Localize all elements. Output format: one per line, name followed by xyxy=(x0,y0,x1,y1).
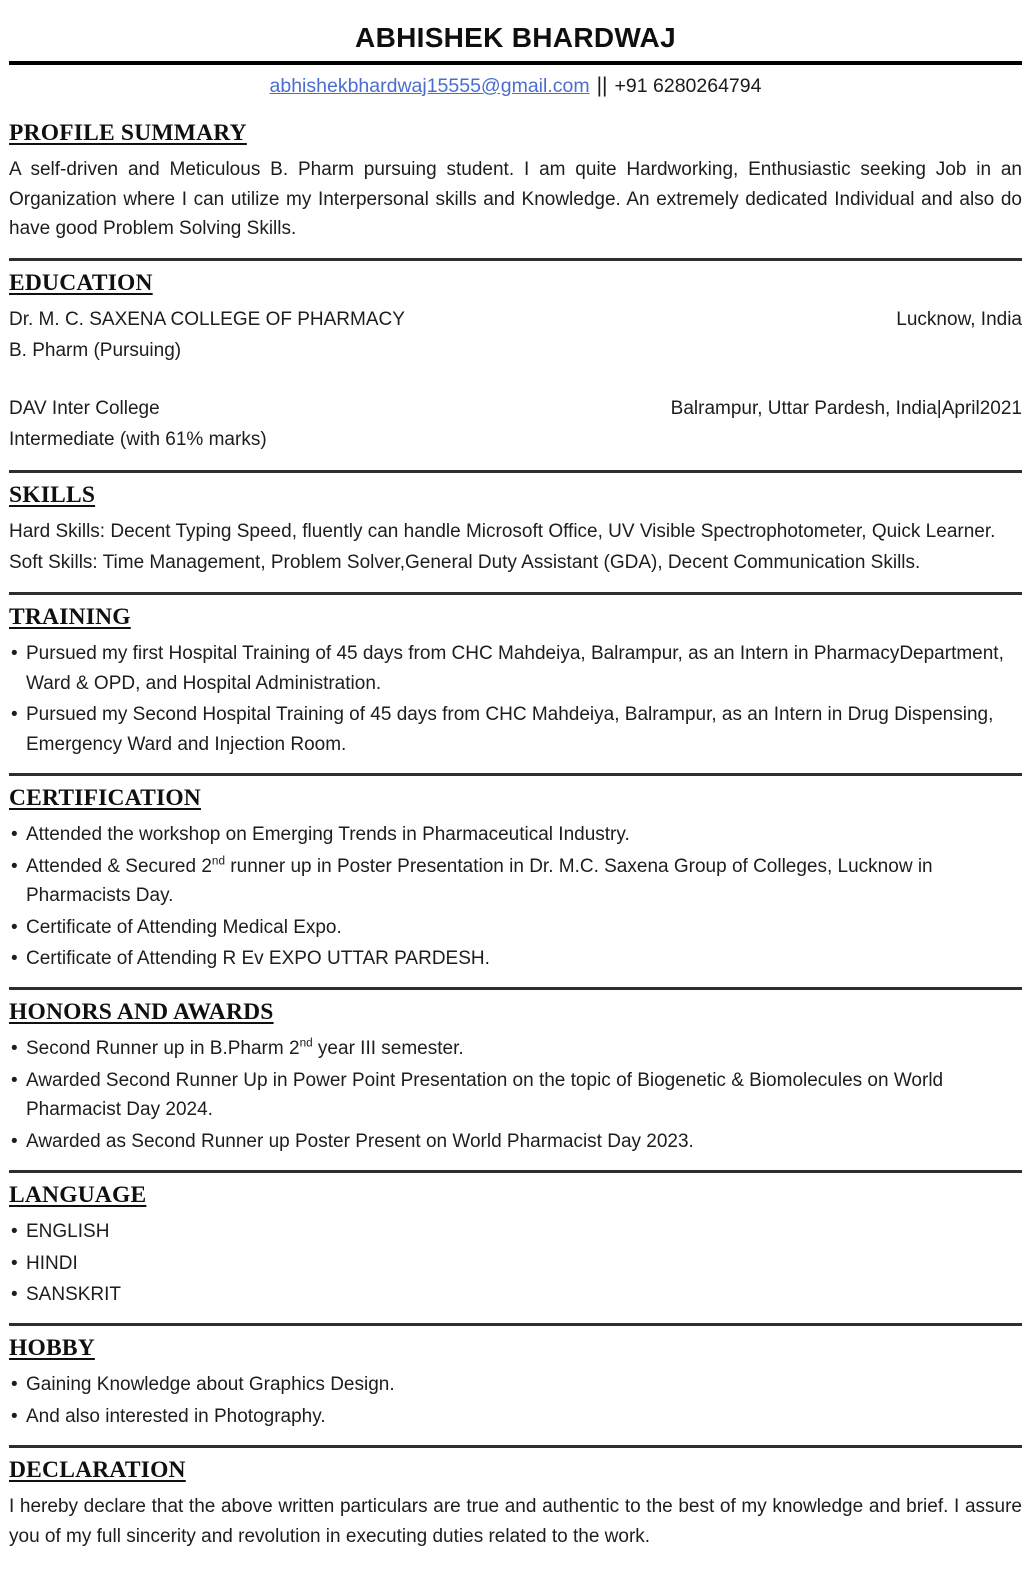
section-hobby xyxy=(9,1335,1022,1431)
education-institution: DAV Inter College xyxy=(9,398,160,420)
language-item: HINDI xyxy=(26,1252,78,1274)
hobby-item: And also interested in Photography. xyxy=(26,1405,326,1427)
section-education xyxy=(9,270,1022,456)
profile-summary-title: PROFILE SUMMARY xyxy=(9,120,247,146)
list-item xyxy=(9,700,1022,759)
hard-skills-line: Hard Skills: Decent Typing Speed, fluently can handle Microsoft Office, UV Visible Spectrophotometer, Quick Learner. xyxy=(9,520,996,542)
soft-skills-line: Soft Skills: Time Management, Problem Solver,General Duty Assistant (GDA), Decent Communication Skills. xyxy=(9,551,921,573)
section-profile-summary xyxy=(9,120,1022,244)
education-degree: Intermediate (with 61% marks) xyxy=(9,429,267,451)
list-item xyxy=(9,1066,1022,1125)
list-item xyxy=(9,1402,1022,1431)
certification-title: CERTIFICATION xyxy=(9,785,201,812)
person-name: ABHISHEK BHARDWAJ xyxy=(355,22,676,53)
section-divider xyxy=(9,258,1022,261)
contact-line xyxy=(9,74,1022,98)
hobby-list xyxy=(9,1370,1022,1431)
section-divider xyxy=(9,1170,1022,1173)
education-location: Balrampur, Uttar Pardesh, India|April2021 xyxy=(670,398,1022,420)
declaration-title: DECLARATION xyxy=(9,1457,186,1484)
section-divider xyxy=(9,773,1022,776)
honors-title: HONORS AND AWARDS xyxy=(9,999,274,1026)
section-declaration xyxy=(9,1457,1022,1551)
list-item xyxy=(9,944,1022,973)
list-item xyxy=(9,1280,1022,1309)
header-divider xyxy=(9,61,1022,65)
email-link[interactable]: abhishekbhardwaj15555@gmail.com xyxy=(269,75,590,97)
section-divider xyxy=(9,1323,1022,1326)
list-item xyxy=(9,1370,1022,1399)
language-item: ENGLISH xyxy=(26,1221,110,1243)
section-certification xyxy=(9,785,1022,973)
hobby-title: HOBBY xyxy=(9,1335,95,1362)
honors-list xyxy=(9,1034,1022,1156)
education-row xyxy=(9,394,1022,425)
list-item xyxy=(9,913,1022,942)
section-divider xyxy=(9,987,1022,990)
list-item xyxy=(9,1217,1022,1246)
skills-title: SKILLS xyxy=(9,481,96,508)
certification-bullet-text: runner up in Poster Presentation in Dr. M.C. Saxena Group of Colleges, Lucknow in Pharmacists Day. xyxy=(26,855,933,907)
list-item xyxy=(9,639,1022,698)
language-title: LANGUAGE xyxy=(9,1182,147,1209)
training-list xyxy=(9,639,1022,759)
list-item xyxy=(9,820,1022,849)
education-title: EDUCATION xyxy=(9,269,153,296)
honors-bullet-text: Awarded as Second Runner up Poster Present on World Pharmacist Day 2023. xyxy=(26,1130,694,1152)
contact-separator: || xyxy=(596,74,608,97)
list-item xyxy=(9,1127,1022,1156)
hobby-item: Gaining Knowledge about Graphics Design. xyxy=(26,1374,395,1396)
section-language xyxy=(9,1182,1022,1309)
section-divider xyxy=(9,1445,1022,1448)
section-divider xyxy=(9,470,1022,473)
ordinal-superscript: nd xyxy=(211,854,226,868)
honors-bullet-text: Second Runner up in B.Pharm 2 xyxy=(26,1038,300,1060)
profile-summary-text: A self-driven and Meticulous B. Pharm pursuing student. I am quite Hardworking, Enthusiastic seeking Job in an Organization where I can utilize my Interpersonal skills and Knowledge. An extremely dedicated Individual and also do have good Problem Solving Skills. xyxy=(9,159,1022,240)
education-row xyxy=(9,305,1022,336)
education-entry xyxy=(9,394,1022,456)
honors-bullet-text: year III semester. xyxy=(312,1038,464,1060)
training-bullet-text: Pursued my first Hospital Training of 45 days from CHC Mahdeiya, Balrampur, as an Intern in PharmacyDepartment, Ward & OPD, and Hospital Administration. xyxy=(26,643,1004,694)
language-list xyxy=(9,1217,1022,1309)
skills-lines xyxy=(9,517,1022,579)
honors-bullet-text: Awarded Second Runner Up in Power Point Presentation on the topic of Biogenetic & Biomolecules on World Pharmacist Day 2024. xyxy=(26,1069,944,1121)
certification-bullet-text: Attended the workshop on Emerging Trends in Pharmaceutical Industry. xyxy=(26,824,630,846)
education-location: Lucknow, India xyxy=(896,308,1022,330)
list-item xyxy=(9,1034,1022,1063)
training-title: TRAINING xyxy=(9,604,131,631)
certification-list xyxy=(9,820,1022,973)
declaration-text: I hereby declare that the above written particulars are true and authentic to the best of my knowledge and brief. I assure you of my full sincerity and revolution in executing duties related to the work. xyxy=(9,1496,1022,1547)
certification-bullet-text: Attended & Secured 2 xyxy=(26,855,212,877)
section-honors-awards xyxy=(9,999,1022,1156)
section-skills xyxy=(9,482,1022,579)
list-item xyxy=(9,852,1022,911)
ordinal-superscript: nd xyxy=(299,1037,313,1051)
certification-bullet-text: Certificate of Attending Medical Expo. xyxy=(26,916,342,938)
education-institution: Dr. M. C. SAXENA COLLEGE OF PHARMACY xyxy=(9,308,405,330)
language-item: SANSKRIT xyxy=(26,1284,122,1306)
education-entry xyxy=(9,305,1022,367)
section-divider xyxy=(9,592,1022,595)
education-degree: B. Pharm (Pursuing) xyxy=(9,339,182,361)
training-bullet-text: Pursued my Second Hospital Training of 45 days from CHC Mahdeiya, Balrampur, as an Intern in Drug Dispensing, Emergency Ward and Injection Room. xyxy=(26,704,994,755)
certification-bullet-text: Certificate of Attending R Ev EXPO UTTAR PARDESH. xyxy=(26,947,490,969)
section-training xyxy=(9,604,1022,759)
list-item xyxy=(9,1249,1022,1278)
phone-number: +91 6280264794 xyxy=(614,75,762,97)
